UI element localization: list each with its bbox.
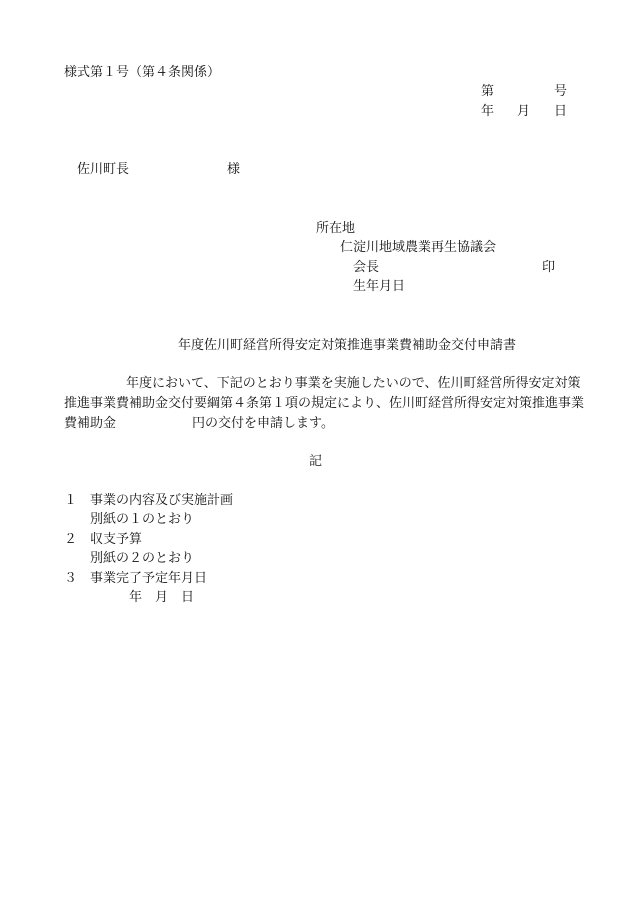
recipient-name: 佐川町長 bbox=[77, 162, 130, 177]
document-number-prefix: 第 bbox=[481, 84, 495, 99]
note-heading: 記 bbox=[309, 454, 323, 469]
form-number: 様式第１号（第４条関係） bbox=[64, 65, 221, 80]
item-1-label: 事業の内容及び実施計画 bbox=[90, 493, 234, 508]
recipient-honorific: 様 bbox=[227, 162, 241, 177]
item-3-number: ３ bbox=[64, 571, 78, 586]
document-title: 年度佐川町経営所得安定対策推進事業費補助金交付申請書 bbox=[178, 338, 517, 353]
applicant-organization: 仁淀川地域農業再生協議会 bbox=[340, 240, 497, 255]
body-line-2: 推進事業費補助金交付要綱第４条第１項の規定により、佐川町経営所得安定対策推進事業 bbox=[64, 396, 585, 411]
body-line-3-start: 費補助金 bbox=[64, 416, 117, 431]
applicant-address-label: 所在地 bbox=[316, 221, 356, 236]
item-2-label: 収支予算 bbox=[90, 532, 143, 547]
item-2-number: ２ bbox=[64, 532, 78, 547]
date-year: 年 bbox=[481, 104, 495, 119]
body-line-3 bbox=[64, 414, 584, 434]
item-2-detail: 別紙の２のとおり bbox=[90, 551, 195, 566]
body-line-3-end: 円の交付を申請します。 bbox=[192, 416, 334, 431]
document-number-suffix: 号 bbox=[554, 84, 568, 99]
date-day: 日 bbox=[554, 104, 568, 119]
body-paragraph bbox=[64, 374, 584, 434]
applicant-birthdate-label: 生年月日 bbox=[353, 279, 406, 294]
seal-mark: 印 bbox=[542, 260, 556, 275]
item-3-label: 事業完了予定年月日 bbox=[90, 571, 208, 586]
item-1-detail: 別紙の１のとおり bbox=[90, 512, 195, 527]
applicant-representative-label: 会長 bbox=[353, 260, 380, 275]
body-line-1: 年度において、下記のとおり事業を実施したいので、佐川町経営所得安定対策 bbox=[126, 376, 581, 391]
date-month: 月 bbox=[517, 104, 531, 119]
item-3-detail: 年 月 日 bbox=[129, 590, 195, 605]
item-1-number: １ bbox=[64, 493, 78, 508]
